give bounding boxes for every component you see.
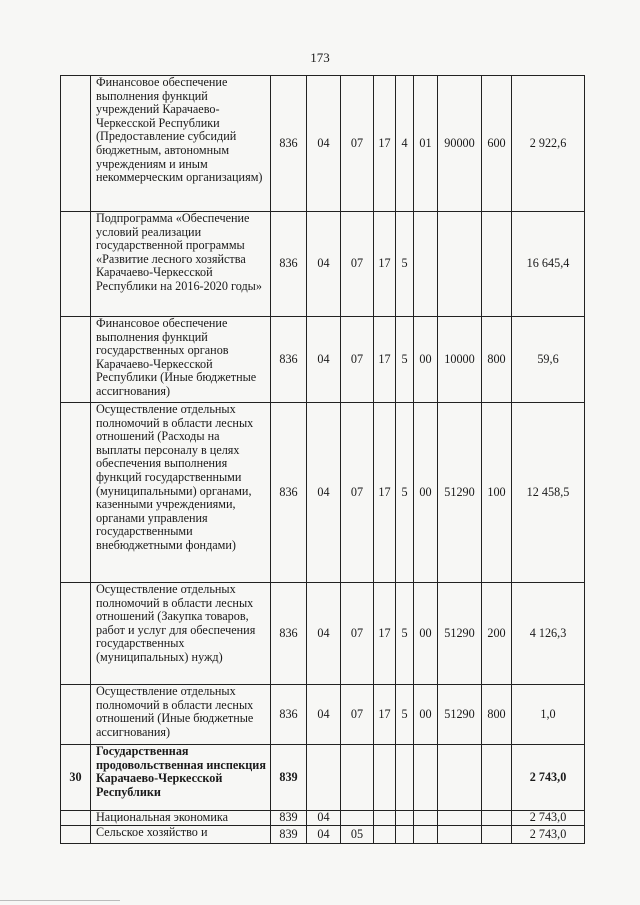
cell-number <box>61 403 91 583</box>
cell-subprogram-code: 5 <box>396 317 414 403</box>
cell-number: 30 <box>61 745 91 811</box>
cell-expense-type-code: 800 <box>482 317 512 403</box>
cell-amount: 59,6 <box>512 317 585 403</box>
cell-main-event-code: 00 <box>414 317 438 403</box>
cell-program-code: 17 <box>374 403 396 583</box>
cell-subprogram-code: 5 <box>396 403 414 583</box>
cell-program-code: 17 <box>374 76 396 212</box>
cell-section-code: 04 <box>307 826 341 844</box>
cell-subsection-code <box>341 745 374 811</box>
cell-section-code: 04 <box>307 317 341 403</box>
cell-expense-type-code <box>482 811 512 826</box>
cell-main-event-code: 00 <box>414 583 438 685</box>
cell-section-code: 04 <box>307 403 341 583</box>
cell-ministry-code: 836 <box>271 403 307 583</box>
cell-subsection-code: 07 <box>341 583 374 685</box>
cell-program-code: 17 <box>374 685 396 745</box>
cell-expense-type-code <box>482 745 512 811</box>
cell-ministry-code: 836 <box>271 76 307 212</box>
cell-ministry-code: 839 <box>271 745 307 811</box>
cell-name: Осуществление отдельных полномочий в области лесных отношений (Закупка товаров, работ и услуг для обеспечения государственных (муниципальных) нужд) <box>91 583 271 685</box>
cell-main-event-code <box>414 826 438 844</box>
cell-number <box>61 583 91 685</box>
table-row <box>61 685 585 745</box>
cell-subprogram-code <box>396 826 414 844</box>
cell-direction-code: 10000 <box>438 317 482 403</box>
budget-table <box>60 75 585 844</box>
cell-section-code <box>307 745 341 811</box>
scan-artifact-line <box>0 900 120 901</box>
cell-subsection-code: 07 <box>341 76 374 212</box>
cell-name: Осуществление отдельных полномочий в области лесных отношений (Иные бюджетные ассигнования) <box>91 685 271 745</box>
cell-subprogram-code: 5 <box>396 212 414 317</box>
cell-expense-type-code: 200 <box>482 583 512 685</box>
table-row <box>61 745 585 811</box>
cell-section-code: 04 <box>307 76 341 212</box>
cell-expense-type-code: 800 <box>482 685 512 745</box>
cell-program-code <box>374 745 396 811</box>
table-row <box>61 76 585 212</box>
cell-subsection-code <box>341 811 374 826</box>
page-number: 173 <box>310 50 330 65</box>
table-row <box>61 212 585 317</box>
cell-subsection-code: 05 <box>341 826 374 844</box>
cell-direction-code <box>438 212 482 317</box>
cell-subsection-code: 07 <box>341 685 374 745</box>
cell-ministry-code: 836 <box>271 317 307 403</box>
cell-subsection-code: 07 <box>341 212 374 317</box>
table-row <box>61 317 585 403</box>
cell-name: Сельское хозяйство и <box>91 826 271 844</box>
cell-name: Национальная экономика <box>91 811 271 826</box>
cell-section-code: 04 <box>307 583 341 685</box>
cell-subsection-code: 07 <box>341 317 374 403</box>
cell-number <box>61 826 91 844</box>
cell-subprogram-code: 5 <box>396 685 414 745</box>
cell-direction-code <box>438 745 482 811</box>
cell-direction-code: 51290 <box>438 685 482 745</box>
cell-main-event-code <box>414 811 438 826</box>
cell-name: Финансовое обеспечение выполнения функций государственных органов Карачаево-Черкесской Республики (Иные бюджетные ассигнования) <box>91 317 271 403</box>
cell-number <box>61 685 91 745</box>
cell-program-code: 17 <box>374 583 396 685</box>
cell-main-event-code: 00 <box>414 685 438 745</box>
cell-program-code: 17 <box>374 212 396 317</box>
cell-subprogram-code: 4 <box>396 76 414 212</box>
cell-number <box>61 317 91 403</box>
cell-amount: 1,0 <box>512 685 585 745</box>
cell-section-code: 04 <box>307 685 341 745</box>
cell-expense-type-code <box>482 826 512 844</box>
table-row <box>61 826 585 844</box>
cell-subprogram-code <box>396 811 414 826</box>
table-row <box>61 811 585 826</box>
cell-program-code <box>374 826 396 844</box>
table-body <box>61 76 585 844</box>
cell-ministry-code: 836 <box>271 685 307 745</box>
cell-expense-type-code: 100 <box>482 403 512 583</box>
cell-number <box>61 811 91 826</box>
table-row <box>61 583 585 685</box>
cell-subsection-code: 07 <box>341 403 374 583</box>
cell-amount: 4 126,3 <box>512 583 585 685</box>
cell-name: Государственная продовольственная инспекция Карачаево-Черкесской Республики <box>91 745 271 811</box>
cell-direction-code: 90000 <box>438 76 482 212</box>
cell-subprogram-code <box>396 745 414 811</box>
cell-amount: 2 743,0 <box>512 826 585 844</box>
cell-direction-code: 51290 <box>438 403 482 583</box>
cell-program-code <box>374 811 396 826</box>
cell-name: Финансовое обеспечение выполнения функций учреждений Карачаево-Черкесской Республики (Предоставление субсидий бюджетным, автономным учреждениям и иным некоммерческим организациям) <box>91 76 271 212</box>
cell-name: Подпрограмма «Обеспечение условий реализации государственной программы «Развитие лесного хозяйства Карачаево-Черкесской Республики на 2016-2020 годы» <box>91 212 271 317</box>
cell-amount: 2 743,0 <box>512 745 585 811</box>
cell-main-event-code: 01 <box>414 76 438 212</box>
cell-amount: 12 458,5 <box>512 403 585 583</box>
cell-amount: 16 645,4 <box>512 212 585 317</box>
cell-amount: 2 922,6 <box>512 76 585 212</box>
cell-amount: 2 743,0 <box>512 811 585 826</box>
cell-direction-code: 51290 <box>438 583 482 685</box>
cell-expense-type-code <box>482 212 512 317</box>
cell-name: Осуществление отдельных полномочий в области лесных отношений (Расходы на выплаты персоналу в целях обеспечения выполнения функций государственными (муниципальными) органами, казенными учреждениями, органами управления государственными внебюджетными фондами) <box>91 403 271 583</box>
cell-ministry-code: 839 <box>271 811 307 826</box>
cell-ministry-code: 836 <box>271 583 307 685</box>
cell-number <box>61 212 91 317</box>
cell-ministry-code: 836 <box>271 212 307 317</box>
cell-section-code: 04 <box>307 811 341 826</box>
cell-expense-type-code: 600 <box>482 76 512 212</box>
cell-direction-code <box>438 826 482 844</box>
cell-main-event-code <box>414 212 438 317</box>
cell-ministry-code: 839 <box>271 826 307 844</box>
cell-program-code: 17 <box>374 317 396 403</box>
cell-number <box>61 76 91 212</box>
cell-main-event-code <box>414 745 438 811</box>
table-row <box>61 403 585 583</box>
cell-direction-code <box>438 811 482 826</box>
cell-section-code: 04 <box>307 212 341 317</box>
cell-main-event-code: 00 <box>414 403 438 583</box>
cell-subprogram-code: 5 <box>396 583 414 685</box>
